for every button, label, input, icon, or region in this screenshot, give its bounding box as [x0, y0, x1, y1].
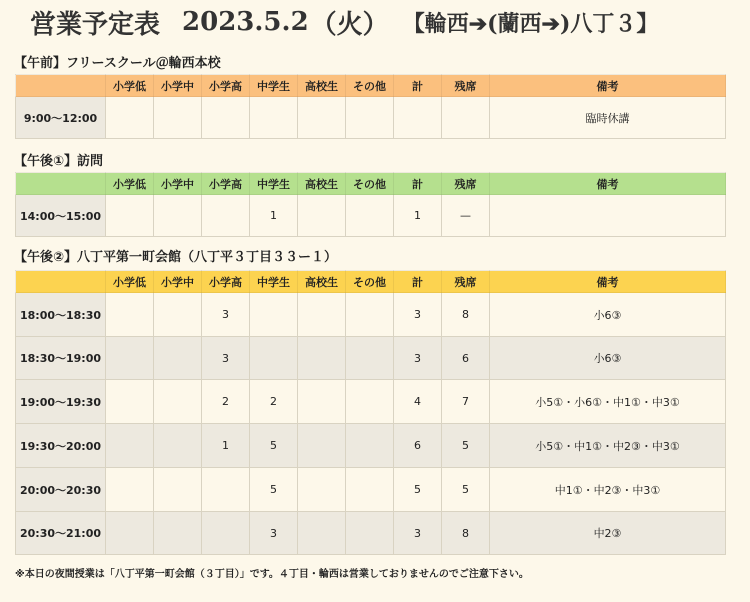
cell-elem-mid — [154, 380, 202, 424]
cell-elem-low — [106, 293, 154, 337]
cell-high-school — [298, 337, 346, 380]
footer-note: ※本日の夜間授業は「八丁平第一町会館（３丁目）」です。４丁目・輪西は営業しておりませんのでご注意下さい。 — [15, 569, 529, 580]
cell-time: 18:30〜19:00 — [16, 337, 106, 380]
cell-time: 20:00〜20:30 — [16, 468, 106, 512]
cell-high-school — [298, 512, 346, 555]
column-header-elem-low: 小学低 — [106, 173, 154, 195]
schedule-table-evening — [15, 270, 726, 555]
cell-time: 19:00〜19:30 — [16, 380, 106, 424]
column-header-elem-high: 小学高 — [202, 75, 250, 97]
cell-other — [346, 424, 394, 468]
column-header-remarks: 備考 — [490, 271, 726, 293]
page-title — [30, 2, 658, 42]
cell-seats-left: — — [442, 195, 490, 237]
cell-time: 18:00〜18:30 — [16, 293, 106, 337]
cell-elem-high — [202, 97, 250, 139]
cell-other — [346, 195, 394, 237]
cell-elem-mid — [154, 468, 202, 512]
cell-high-school — [298, 97, 346, 139]
column-header-other: その他 — [346, 173, 394, 195]
column-header-seats-left: 残席 — [442, 173, 490, 195]
cell-seats-left: 8 — [442, 293, 490, 337]
cell-high-school — [298, 380, 346, 424]
cell-remarks: 小6③ — [490, 293, 726, 337]
cell-seats-left: 5 — [442, 468, 490, 512]
table-row — [16, 195, 726, 237]
table-row — [16, 337, 726, 380]
cell-time: 19:30〜20:00 — [16, 424, 106, 468]
cell-elem-mid — [154, 97, 202, 139]
cell-total: 1 — [394, 195, 442, 237]
cell-high-school — [298, 468, 346, 512]
section-label-morning: 【午前】フリースクール＠輪西本校 — [14, 56, 221, 71]
schedule-table-morning — [15, 74, 726, 139]
cell-junior-high: 5 — [250, 424, 298, 468]
column-header-junior-high: 中学生 — [250, 173, 298, 195]
column-header-seats-left: 残席 — [442, 271, 490, 293]
column-header-other: その他 — [346, 271, 394, 293]
cell-elem-high: 1 — [202, 424, 250, 468]
title-route: 【輪西➔(蘭西➔)八丁３】 — [402, 10, 659, 37]
column-header-seats-left: 残席 — [442, 75, 490, 97]
cell-total: 3 — [394, 293, 442, 337]
column-header-elem-low: 小学低 — [106, 75, 154, 97]
title-main: 営業予定表 — [30, 9, 161, 40]
cell-time: 9:00〜12:00 — [16, 97, 106, 139]
cell-other — [346, 380, 394, 424]
cell-junior-high: 5 — [250, 468, 298, 512]
cell-high-school — [298, 293, 346, 337]
cell-elem-high: 3 — [202, 293, 250, 337]
column-header-time — [16, 271, 106, 293]
cell-junior-high — [250, 293, 298, 337]
cell-remarks — [490, 195, 726, 237]
column-header-time — [16, 173, 106, 195]
cell-elem-low — [106, 337, 154, 380]
cell-total: 6 — [394, 424, 442, 468]
cell-other — [346, 293, 394, 337]
cell-remarks: 中2③ — [490, 512, 726, 555]
cell-seats-left: 7 — [442, 380, 490, 424]
header-row — [16, 75, 726, 97]
cell-seats-left: 5 — [442, 424, 490, 468]
column-header-total: 計 — [394, 75, 442, 97]
schedule-table-visit — [15, 172, 726, 237]
cell-total: 3 — [394, 337, 442, 380]
cell-time: 20:30〜21:00 — [16, 512, 106, 555]
header-row — [16, 173, 726, 195]
cell-elem-high: 2 — [202, 380, 250, 424]
title-day: （火） — [310, 9, 389, 40]
cell-elem-high: 3 — [202, 337, 250, 380]
cell-elem-high — [202, 468, 250, 512]
cell-high-school — [298, 424, 346, 468]
cell-remarks: 小6③ — [490, 337, 726, 380]
column-header-remarks: 備考 — [490, 75, 726, 97]
cell-junior-high — [250, 337, 298, 380]
cell-elem-low — [106, 468, 154, 512]
column-header-total: 計 — [394, 173, 442, 195]
column-header-time — [16, 75, 106, 97]
cell-seats-left: 6 — [442, 337, 490, 380]
table-row — [16, 293, 726, 337]
cell-elem-mid — [154, 337, 202, 380]
cell-remarks: 臨時休講 — [490, 97, 726, 139]
column-header-high-school: 高校生 — [298, 173, 346, 195]
column-header-elem-high: 小学高 — [202, 173, 250, 195]
cell-remarks: 小5①・中1①・中2③・中3① — [490, 424, 726, 468]
cell-elem-high — [202, 512, 250, 555]
column-header-elem-mid: 小学中 — [154, 75, 202, 97]
cell-elem-low — [106, 512, 154, 555]
table-row — [16, 424, 726, 468]
column-header-high-school: 高校生 — [298, 271, 346, 293]
cell-other — [346, 468, 394, 512]
cell-elem-mid — [154, 424, 202, 468]
cell-elem-low — [106, 424, 154, 468]
cell-other — [346, 97, 394, 139]
column-header-elem-high: 小学高 — [202, 271, 250, 293]
cell-elem-low — [106, 97, 154, 139]
cell-elem-high — [202, 195, 250, 237]
cell-other — [346, 337, 394, 380]
cell-junior-high: 2 — [250, 380, 298, 424]
table-row — [16, 468, 726, 512]
header-row — [16, 271, 726, 293]
cell-junior-high: 1 — [250, 195, 298, 237]
column-header-remarks: 備考 — [490, 173, 726, 195]
cell-high-school — [298, 195, 346, 237]
cell-elem-low — [106, 380, 154, 424]
section-label-visit: 【午後①】訪問 — [14, 154, 104, 169]
table-row — [16, 97, 726, 139]
table-row — [16, 380, 726, 424]
cell-total: 5 — [394, 468, 442, 512]
cell-other — [346, 512, 394, 555]
column-header-junior-high: 中学生 — [250, 75, 298, 97]
cell-elem-mid — [154, 512, 202, 555]
column-header-junior-high: 中学生 — [250, 271, 298, 293]
column-header-other: その他 — [346, 75, 394, 97]
table-row — [16, 512, 726, 555]
cell-total: 4 — [394, 380, 442, 424]
column-header-high-school: 高校生 — [298, 75, 346, 97]
cell-junior-high: 3 — [250, 512, 298, 555]
column-header-elem-mid: 小学中 — [154, 271, 202, 293]
title-date: 2023.5.2 — [182, 7, 309, 37]
cell-remarks: 小5①・小6①・中1①・中3① — [490, 380, 726, 424]
cell-elem-low — [106, 195, 154, 237]
cell-total — [394, 97, 442, 139]
cell-junior-high — [250, 97, 298, 139]
column-header-elem-low: 小学低 — [106, 271, 154, 293]
section-label-evening: 【午後②】八丁平第一町会館（八丁平３丁目３３ー１） — [14, 250, 338, 265]
cell-remarks: 中1①・中2③・中3① — [490, 468, 726, 512]
column-header-elem-mid: 小学中 — [154, 173, 202, 195]
cell-time: 14:00〜15:00 — [16, 195, 106, 237]
cell-total: 3 — [394, 512, 442, 555]
cell-seats-left — [442, 97, 490, 139]
cell-seats-left: 8 — [442, 512, 490, 555]
cell-elem-mid — [154, 195, 202, 237]
column-header-total: 計 — [394, 271, 442, 293]
cell-elem-mid — [154, 293, 202, 337]
